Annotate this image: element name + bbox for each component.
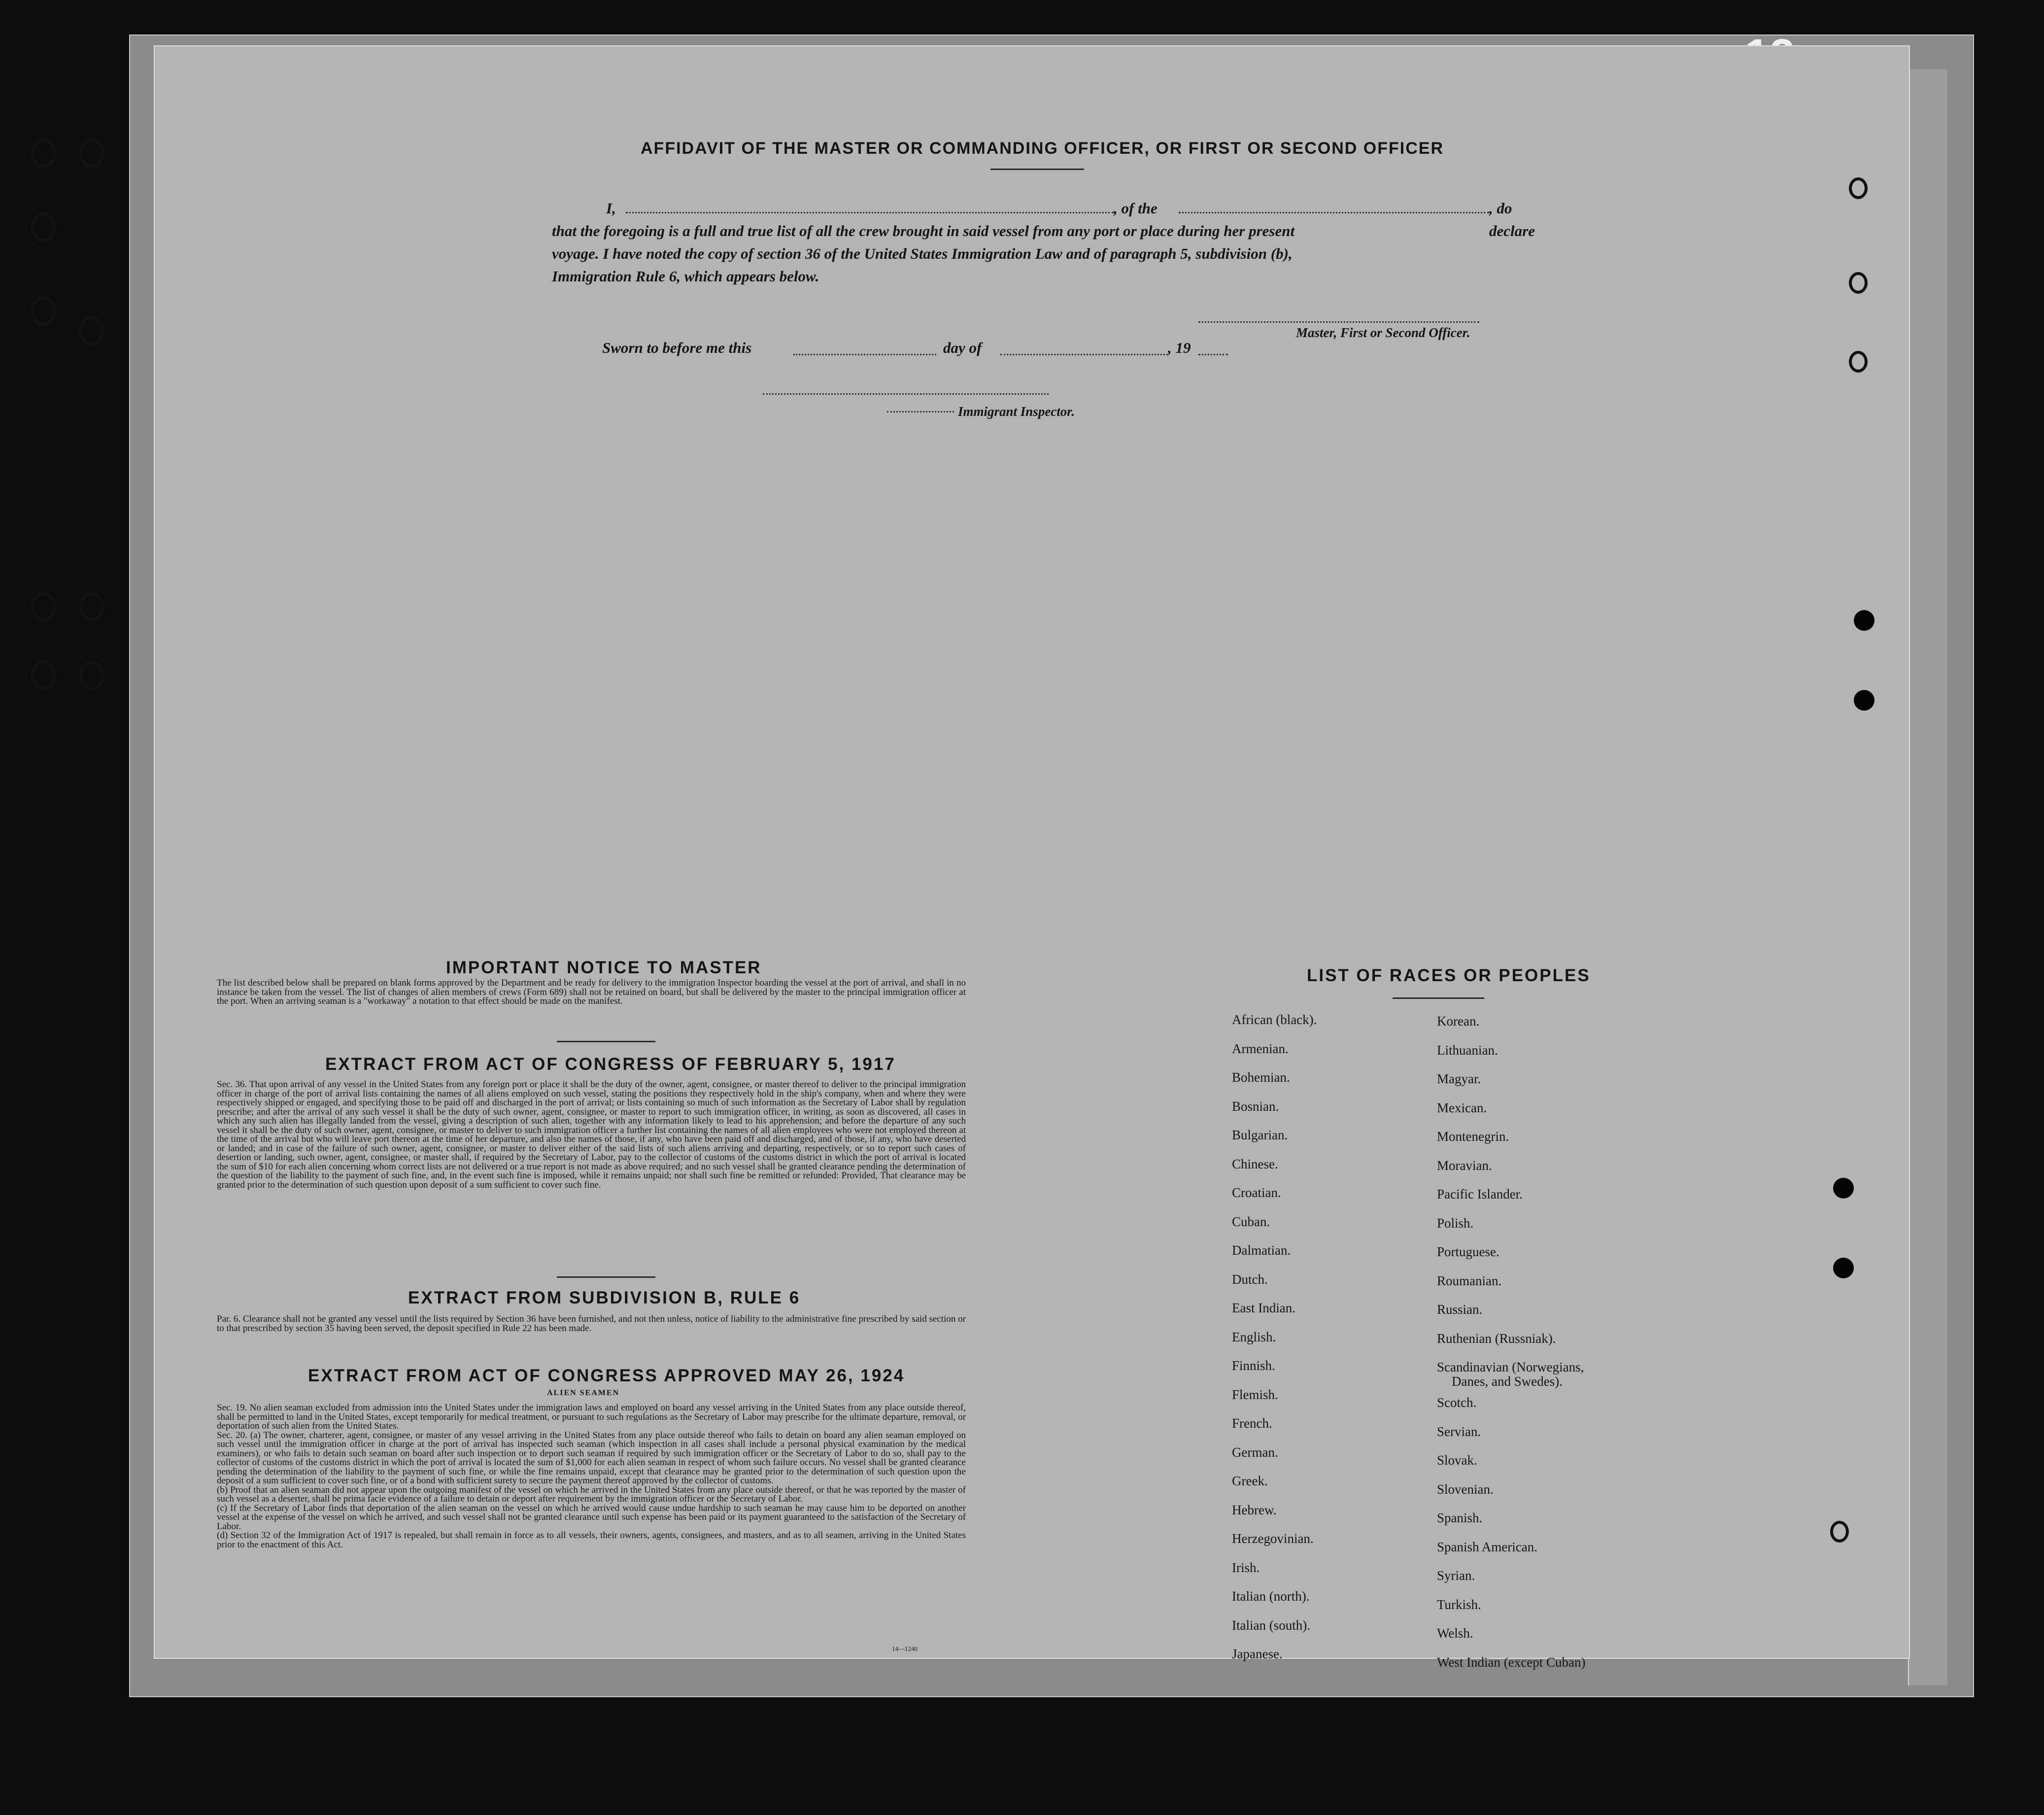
race-item: German. [1232,1444,1278,1460]
punch-hole-right [1849,351,1868,373]
alien-seamen-subtitle: ALIEN SEAMEN [547,1389,620,1397]
race-item: Italian (north). [1232,1589,1310,1604]
race-item: Turkish. [1437,1597,1481,1612]
sworn-day-of: day of [943,339,982,356]
punch-hole-right [1849,272,1868,294]
name-blank [626,212,1114,213]
declaration-line-2: that the foregoing is a full and true list of all the crew brought in said vessel from any port or place during her present [552,222,1295,240]
affidavit-declaration [552,197,1535,288]
punch-hole-right [1833,1258,1854,1278]
binder-hole-left [31,138,56,169]
extract-1924-title: EXTRACT FROM ACT OF CONGRESS APPROVED MAY 26, 1924 [308,1366,905,1385]
race-item: Japanese. [1232,1646,1283,1661]
section-19-paragraph: Sec. 19. No alien seaman excluded from admission into the United States under the immigration laws and employed on board any vessel arriving in the United States from any place outside thereof, shall be permitted to land in the United States, except temporarily for medical treatment, or pursuant to such regulations as the Secretary of Labor may prescribe for the ultimate departure, removal, or deportation of such alien from the United States. [217,1403,966,1431]
section-20b-paragraph: (b) Proof that an alien seaman did not appear upon the outgoing manifest of the vessel on which he arrived in the United States from any place outside thereof, or that he was reported by the master of such vessel as a deserter, shall be prima facie evidence of a failure to detain or deport after requirement by the immigration officer or the Secretary of Labor. [217,1484,966,1504]
section-20d-paragraph: (d) Section 32 of the Immigration Act of 1917 is repealed, but shall remain in force as to all vessels, their owners, agents, consignees, and masters, and as to all seamen, arriving in the United States prior to the enactment of this Act. [217,1530,966,1550]
affidavit-title: AFFIDAVIT OF THE MASTER OR COMMANDING OFFICER, OR FIRST OR SECOND OFFICER [641,139,1444,158]
race-item: Polish. [1437,1215,1474,1231]
race-item: Spanish. [1437,1510,1483,1525]
punch-hole-right [1830,1521,1849,1542]
section-20a-paragraph: Sec. 20. (a) The owner, charterer, agent, consignee, or master of any vessel arriving in the United States from any place outside thereof who fails to detain on board any alien seaman employed on such vessel until the immigration officer in charge at the port of arrival has inspected such seaman (which inspection in all cases shall include a personal physical examination by the medical examiners), or who fails to detain such seaman on board after such inspection or to deport such seaman if required by such immigration officer or the Secretary of Labor to do so, shall pay to the collector of customs of the customs district in which the port of arrival is located the sum of $1,000 for each alien seaman in respect of whom such failure occurs. No vessel shall be granted clearance pending the determination of the liability to the payment of such fine, or while the fine remains unpaid, except that clearance may be granted prior to the determination of such question upon the deposit of a sum sufficient to cover such fine, or of a bond with sufficient surety to secure the payment thereof approved by the collector of customs. [217,1430,966,1486]
vessel-blank [1179,212,1489,213]
inspector-signature-line [763,393,1049,395]
binder-hole-left [31,660,56,691]
inspector-label: Immigrant Inspector. [958,404,1075,419]
race-item: West Indian (except Cuban) [1437,1654,1586,1670]
sworn-day-blank [793,354,936,355]
master-signature-label: Master, First or Second Officer. [1296,325,1470,340]
race-item: Roumanian. [1437,1273,1502,1288]
race-item: Herzegovinian. [1232,1531,1314,1546]
race-item: Armenian. [1232,1041,1289,1056]
race-item: Hebrew. [1232,1502,1277,1517]
race-item: Italian (south). [1232,1617,1310,1633]
master-signature-line [1198,321,1479,323]
declaration-line-3: voyage. I have noted the copy of section 36 of the United States Immigration Law and of paragraph 5, subdivision (b), [552,245,1293,262]
race-item: Croatian. [1232,1185,1281,1200]
binder-hole-left [79,315,104,346]
extract-rule6-body: Par. 6. Clearance shall not be granted any vessel until the lists required by Section 36 have been furnished, and not then unless, notice of liability to the administrative fine prescribed by said section or to that prescribed by section 35 having been served, the deposit specified in Rule 22 has been made. [217,1314,966,1334]
notice-title: IMPORTANT NOTICE TO MASTER [446,958,762,977]
race-item: Cuban. [1232,1214,1270,1229]
notice-body: The list described below shall be prepared on blank forms approved by the Department and be ready for delivery to the immigration Inspector boarding the vessel at the port of arrival, and shall in no instance be taken from the vessel. The list of changes of alien members of crews (Form 689) shall not be retained on board, but shall be delivered by the master to the principal immigration officer at the port. When an arriving seaman is a "workaway" a notation to that effect should be made on the manifest. [217,978,966,1006]
extract-rule6-title: EXTRACT FROM SUBDIVISION B, RULE 6 [408,1288,801,1307]
declaration-do-declare: , do declare [1489,200,1535,240]
section-20c-paragraph: (c) If the Secretary of Labor finds that deportation of the alien seaman on the vessel on which he arrived would cause undue hardship to such seaman he may cause him to be deported on another vessel at the expense of the vessel on which he arrived, and such vessel shall not be granted clearance until such expense has been paid or its payment guaranteed to the satisfaction of the Secretary of Labor. [217,1503,966,1532]
races-left-column [1232,1005,1317,1669]
race-item: Mexican. [1437,1100,1487,1115]
race-item: Montenegrin. [1437,1129,1509,1144]
race-item: Bohemian. [1232,1070,1290,1085]
race-item: English. [1232,1329,1276,1344]
declaration-i: I, [606,200,616,217]
race-item: African (black). [1232,1012,1317,1027]
extract-1917-title: EXTRACT FROM ACT OF CONGRESS OF FEBRUARY 5, 1917 [325,1055,896,1074]
section-divider [557,1041,655,1042]
race-item: Magyar. [1437,1071,1481,1086]
race-item: Flemish. [1232,1387,1278,1402]
declaration-of-the: , of the [1114,200,1158,217]
race-item: Greek. [1232,1473,1268,1488]
race-item: Dutch. [1232,1271,1268,1287]
race-item: Chinese. [1232,1156,1278,1171]
sworn-month-blank [1000,354,1168,355]
sworn-year-blank [1198,354,1228,355]
race-item: Lithuanian. [1437,1042,1498,1058]
race-item: Syrian. [1437,1568,1475,1583]
race-item: Slovenian. [1437,1481,1494,1497]
race-item: Bosnian. [1232,1098,1279,1114]
sworn-year: , 19 [1168,339,1191,356]
race-item: Moravian. [1437,1158,1492,1173]
sworn-text: Sworn to before me this [602,339,752,356]
binder-hole-left [79,591,104,622]
page-edge-strip [1908,69,1947,1685]
form-number: 14—1240 [892,1645,918,1652]
binder-hole-left [31,296,56,326]
race-item: Dalmatian. [1232,1243,1291,1258]
declaration-line-4: Immigration Rule 6, which appears below. [552,268,819,285]
punch-hole-right [1854,610,1874,631]
race-item: Bulgarian. [1232,1128,1288,1142]
race-item: Irish. [1232,1560,1260,1575]
race-item: Portuguese. [1437,1244,1499,1259]
race-item: Pacific Islander. [1437,1187,1523,1201]
races-right-column [1437,1007,1585,1677]
race-item: Finnish. [1232,1358,1275,1373]
race-item: East Indian. [1232,1301,1295,1315]
race-item: Korean. [1437,1014,1480,1028]
race-item: Ruthenian (Russniak). [1437,1331,1556,1346]
binder-hole-left [31,591,56,622]
extract-1917-body: Sec. 36. That upon arrival of any vessel in the United States from any foreign port or place it shall be the duty of the owner, agent, consignee, or master thereof to deliver to the principal immigration officer in charge of the port of arrival lists containing the names of all aliens employed on such vessel, stating the positions they respectively hold in the ship's company, when and where they were respectively shipped or engaged, and specifying those to be paid off and discharged in the port of arrival; or lists containing so much of such information as the Secretary of Labor shall by regulation prescribe; and after the arrival of any such vessel it shall be the duty of such owner, agent, consignee, or master to report to such immigration officer, in writing, as soon as discovered, all cases in which any such alien has illegally landed from the vessel, giving a description of such alien, together with any information likely to lead to his apprehension; and before the departure of any such vessel it shall be the duty of such owner, agent, consignee, or master to deliver to such immigration officer a further list containing the names of all alien employees who were not employed thereon at the time of the arrival but who will leave port thereon at the time of her departure, and also the names of those, if any, who have been paid off and discharged, and of those, if any, who have deserted or landed; and in case of the failure of such owner, agent, consignee, or master to deliver either of the said lists of such aliens arriving and departing, respectively, or so to report such cases of desertion or landing, such owner, agent, consignee, or master shall, if required by the Secretary of Labor, pay to the collector of customs of the customs district in which the port of arrival is located the sum of $10 for each alien concerning whom correct lists are not delivered or a true report is not made as above required; and no such vessel shall be granted clearance pending the determination of the question of the liability to the payment of such fine, and, in the event such fine is imposed, while it remains unpaid; nor shall such fine be remitted or refunded: Provided, That clearance may be granted prior to the determination of such question upon deposit of a sum sufficient to cover such fine. [217,1079,966,1190]
punch-hole-right [1833,1178,1854,1199]
race-item-continued: Danes, and Swedes). [1452,1374,1563,1389]
extract-1924-body [217,1404,966,1549]
binder-hole-left [79,660,104,691]
binder-hole-left [31,212,56,242]
races-title: LIST OF RACES OR PEOPLES [1307,966,1591,985]
punch-hole-right [1849,177,1868,199]
sworn-line [602,339,1243,362]
race-item: Russian. [1437,1302,1483,1317]
race-item: Slovak. [1437,1453,1477,1468]
races-divider [1393,997,1484,999]
race-item: Servian. [1437,1424,1481,1439]
section-divider [557,1276,655,1278]
race-item: Spanish American. [1437,1539,1537,1554]
title-divider [990,169,1084,170]
race-item: French. [1232,1416,1272,1431]
punch-hole-right [1854,690,1874,711]
binder-hole-left [79,138,104,169]
race-item: Scotch. [1437,1395,1477,1410]
race-item: Welsh. [1437,1626,1473,1641]
race-item: Scandinavian (Norwegians, [1437,1360,1584,1374]
inspector-blank [887,411,954,412]
